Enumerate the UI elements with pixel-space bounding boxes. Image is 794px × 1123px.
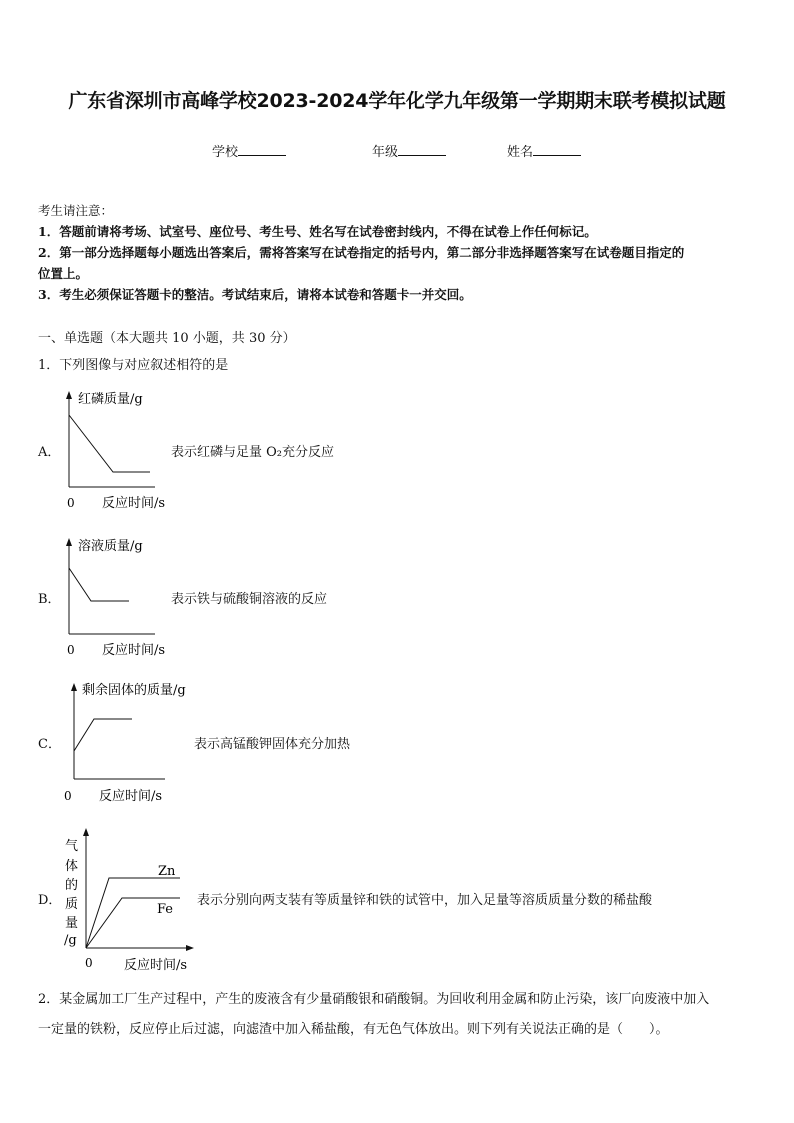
school-blank <box>238 143 286 156</box>
option-d-desc: 表示分别向两支装有等质量锌和铁的试管中，加入足量等溶质质量分数的稀盐酸 <box>197 893 653 908</box>
origin-label: 0 <box>67 496 75 510</box>
section-heading: 一、单选题（本大题共 10 小题，共 30 分） <box>38 331 296 346</box>
option-d-graph <box>60 820 200 978</box>
note-item: 2．第一部分选择题每小题选出答案后，需将答案写在试卷指定的括号内，第二部分非选择题答案写在试卷题目指定的 <box>38 245 685 260</box>
option-d-letter: D． <box>38 893 62 908</box>
data-line <box>69 568 129 601</box>
fe-label: Fe <box>157 902 174 917</box>
option-c-letter: C． <box>38 737 61 752</box>
origin-label: 0 <box>67 643 75 657</box>
question-2-line-2: 一定量的铁粉，反应停止后过滤，向滤渣中加入稀盐酸，有无色气体放出。则下列有关说法正确的是（ ）。 <box>38 1022 669 1037</box>
grade-label: 年级 <box>372 145 399 160</box>
name-blank <box>533 143 581 156</box>
data-line <box>69 415 150 472</box>
x-axis-label: 反应时间/s <box>99 789 163 804</box>
question-2-line-1: 2．某金属加工厂生产过程中，产生的废液含有少量硝酸银和硝酸铜。为回收利用金属和防止污染，该厂向废液中加入 <box>38 992 710 1007</box>
y-axis-label-char: /g <box>64 933 77 948</box>
option-a-letter: A． <box>38 445 61 460</box>
zn-label: Zn <box>158 864 176 879</box>
notes-heading: 考生请注意： <box>38 203 114 218</box>
y-axis-arrow <box>83 828 89 836</box>
option-b-desc: 表示铁与硫酸铜溶液的反应 <box>171 592 328 607</box>
x-axis-label: 反应时间/s <box>102 496 166 511</box>
school-field <box>212 141 286 160</box>
option-c-desc: 表示高锰酸钾固体充分加热 <box>194 737 351 752</box>
data-line <box>74 719 132 751</box>
exam-notes <box>38 200 684 305</box>
y-axis-label-char: 质 <box>65 897 79 912</box>
y-axis-label-char: 气 <box>65 839 79 854</box>
option-b-letter: B． <box>38 592 61 607</box>
x-axis-label: 反应时间/s <box>124 958 188 973</box>
school-label: 学校 <box>212 145 239 160</box>
option-c-graph <box>58 677 198 807</box>
question-1-stem: 1．下列图像与对应叙述相符的是 <box>38 358 229 373</box>
option-b-graph <box>55 532 185 662</box>
y-axis-label-char: 量 <box>65 916 79 931</box>
y-axis-label: 红磷质量/g <box>78 392 143 407</box>
name-label: 姓名 <box>507 145 534 160</box>
y-axis-arrow <box>66 391 72 399</box>
y-axis-arrow <box>71 683 77 691</box>
name-field <box>507 141 581 160</box>
grade-field <box>372 141 446 160</box>
y-axis-arrow <box>66 538 72 546</box>
note-item: 位置上。 <box>38 266 89 281</box>
page-title: 广东省深圳市高峰学校2023-2024学年化学九年级第一学期期末联考模拟试题 <box>68 90 726 112</box>
x-axis-label: 反应时间/s <box>102 643 166 658</box>
note-item: 3．考生必须保证答题卡的整洁。考试结束后，请将本试卷和答题卡一并交回。 <box>38 287 472 302</box>
x-axis-arrow <box>186 945 194 951</box>
note-item: 1．答题前请将考场、试室号、座位号、考生号、姓名写在试卷密封线内，不得在试卷上作任何标记。 <box>38 224 597 239</box>
origin-label: 0 <box>64 789 72 803</box>
y-axis-label: 溶液质量/g <box>78 539 143 554</box>
origin-label: 0 <box>85 956 93 970</box>
option-a-graph <box>55 385 185 515</box>
option-a-desc: 表示红磷与足量 O₂充分反应 <box>171 445 335 460</box>
y-axis-label-char: 体 <box>65 859 79 874</box>
grade-blank <box>398 143 446 156</box>
y-axis-label: 剩余固体的质量/g <box>82 683 186 698</box>
y-axis-label-char: 的 <box>65 878 79 893</box>
